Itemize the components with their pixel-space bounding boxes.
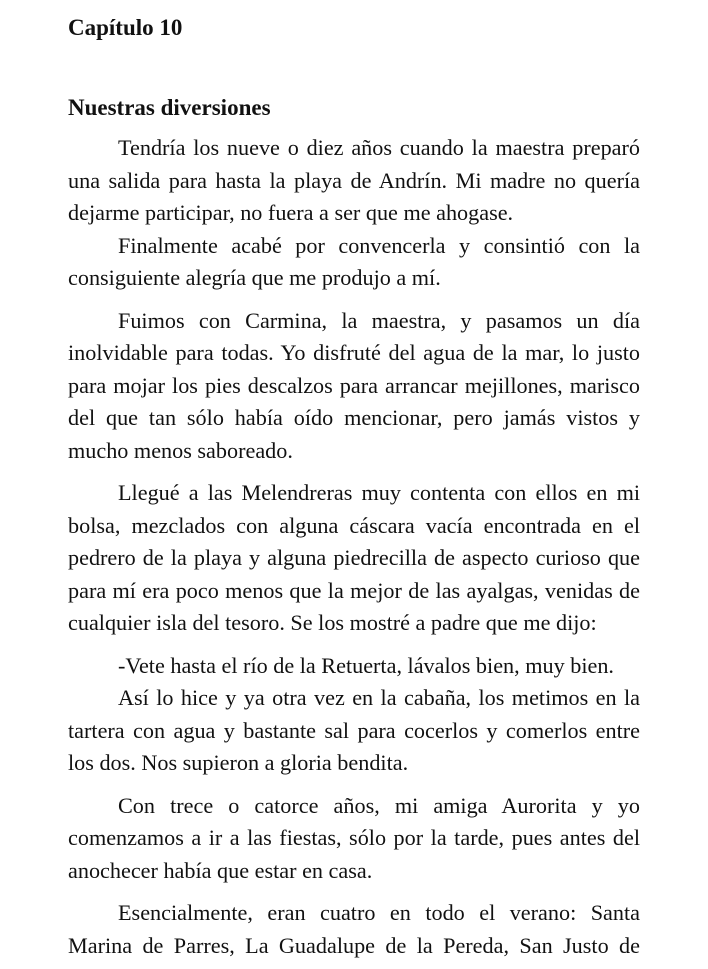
paragraph-5: -Vete hasta el río de la Retuerta, lávalos bien, muy bien. <box>118 652 614 678</box>
paragraph-1: Tendría los nueve o diez años cuando la maestra preparó una salida para hasta la playa de Andrín. Mi madre no quería dejarme participar, no fuera a ser que me ahogase. <box>68 135 640 225</box>
paragraph-3: Fuimos con Carmina, la maestra, y pasamos un día inolvidable para todas. Yo disfruté del agua de la mar, lo justo para mojar los pies descalzos para arrancar mejillones, marisco del que tan sólo había oído mencionar, pero jamás vistos y mucho menos saboreado. <box>68 307 640 463</box>
paragraph-2: Finalmente acabé por convencerla y consintió con la consiguiente alegría que me produjo a mí. <box>68 232 640 290</box>
section-title: Nuestras diversiones <box>68 95 271 120</box>
paragraph-8: Esencialmente, eran cuatro en todo el verano: Santa Marina de Parres, La Guadalupe de la Pereda, San Justo de <box>68 900 640 958</box>
paragraph-7: Con trece o catorce años, mi amiga Aurorita y yo comenzamos a ir a las fiestas, sólo por la tarde, pues antes del anochecer había que estar en casa. <box>68 792 640 883</box>
paragraph-4: Llegué a las Melendreras muy contenta con ellos en mi bolsa, mezclados con alguna cáscara vacía encontrada en el pedrero de la playa y alguna piedrecilla de aspecto curioso que para mí era poco menos que la mejor de las ayalgas, venidas de cualquier isla del tesoro. Se los mostré a padre que me dijo: <box>68 480 640 635</box>
chapter-title: Capítulo 10 <box>68 15 183 40</box>
body-text <box>68 132 640 962</box>
paragraph-6: Así lo hice y ya otra vez en la cabaña, los metimos en la tartera con agua y bastante sal para cocerlos y comerlos entre los dos. Nos supieron a gloria bendita. <box>68 685 640 775</box>
